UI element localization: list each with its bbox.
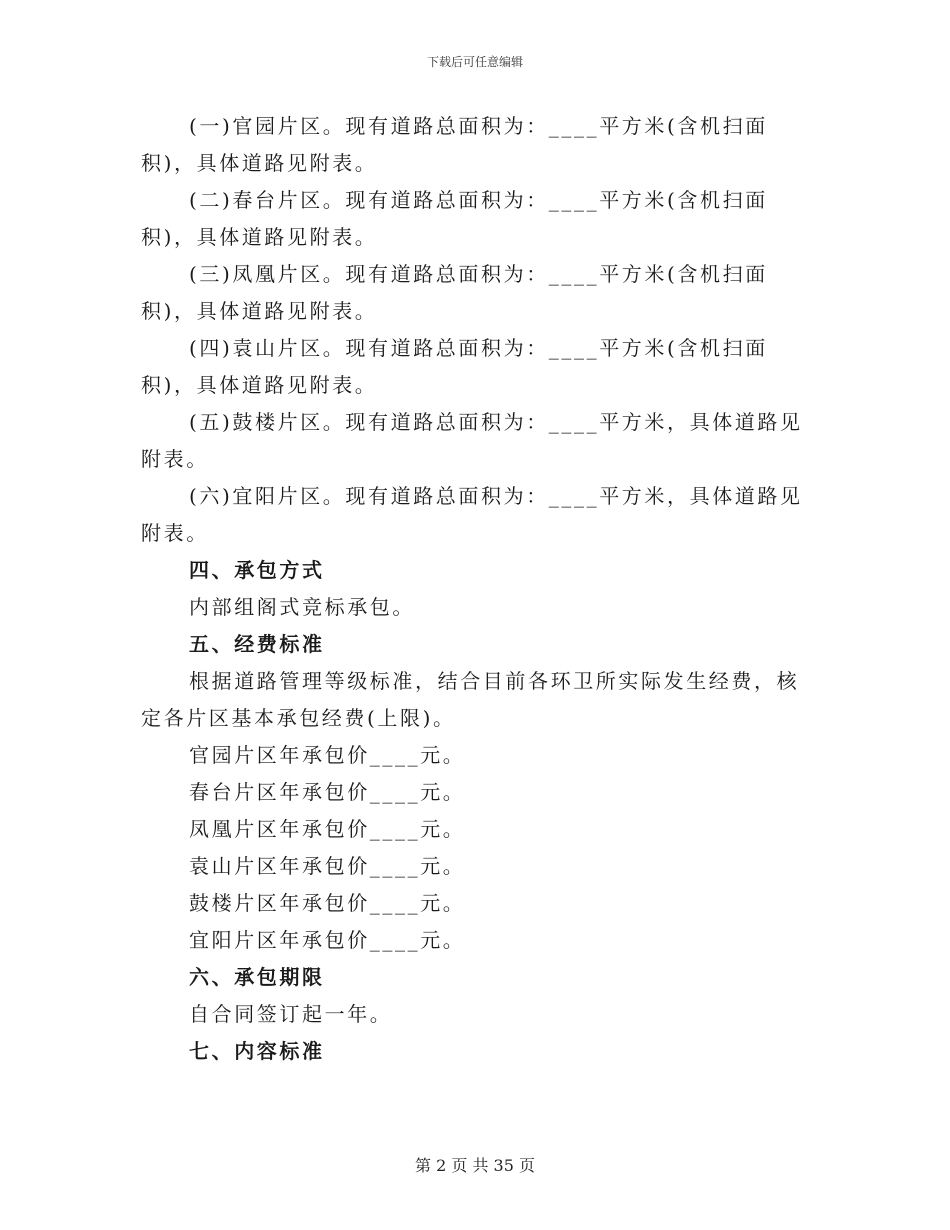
header-note: 下载后可任意编辑 [426,55,523,69]
paragraph-guanyuan-area: (一)官园片区。现有道路总面积为：____平方米(含机扫面积)，具体道路见附表。 [141,114,768,175]
paragraph-yuanshan-area: (四)袁山片区。现有道路总面积为：____平方米(含机扫面积)，具体道路见附表。 [141,336,768,397]
paragraph-chuntai-area: (二)春台片区。现有道路总面积为：____平方米(含机扫面积)，具体道路见附表。 [141,188,768,249]
price-line-guanyuan: 官园片区年承包价____元。 [189,743,466,767]
paragraph-funding-standard: 根据道路管理等级标准，结合目前各环卫所实际发生经费，核定各片区基本承包经费(上限)。 [141,669,800,730]
paragraph-contract-method: 内部组阁式竞标承包。 [189,595,415,619]
price-line-fenghuang: 凤凰片区年承包价____元。 [189,817,466,841]
paragraph-fenghuang-area: (三)凤凰片区。现有道路总面积为：____平方米(含机扫面积)，具体道路见附表。 [141,262,768,323]
paragraph-yiyang-area: (六)宜阳片区。现有道路总面积为：____平方米，具体道路见附表。 [141,484,803,545]
document-body [141,108,806,1070]
page-number-footer: 第 2 页 共 35 页 [415,1156,535,1175]
price-line-yiyang: 宜阳片区年承包价____元。 [189,928,466,952]
price-line-gulou: 鼓楼片区年承包价____元。 [189,891,466,915]
price-line-chuntai: 春台片区年承包价____元。 [189,780,466,804]
section-heading-contract-method: 四、承包方式 [189,558,325,582]
section-heading-funding-standard: 五、经费标准 [189,632,325,656]
section-heading-content-standard: 七、内容标准 [189,1039,325,1063]
paragraph-gulou-area: (五)鼓楼片区。现有道路总面积为：____平方米，具体道路见附表。 [141,410,803,471]
section-heading-contract-period: 六、承包期限 [189,965,325,989]
paragraph-contract-period: 自合同签订起一年。 [189,1002,393,1026]
price-line-yuanshan: 袁山片区年承包价____元。 [189,854,466,878]
